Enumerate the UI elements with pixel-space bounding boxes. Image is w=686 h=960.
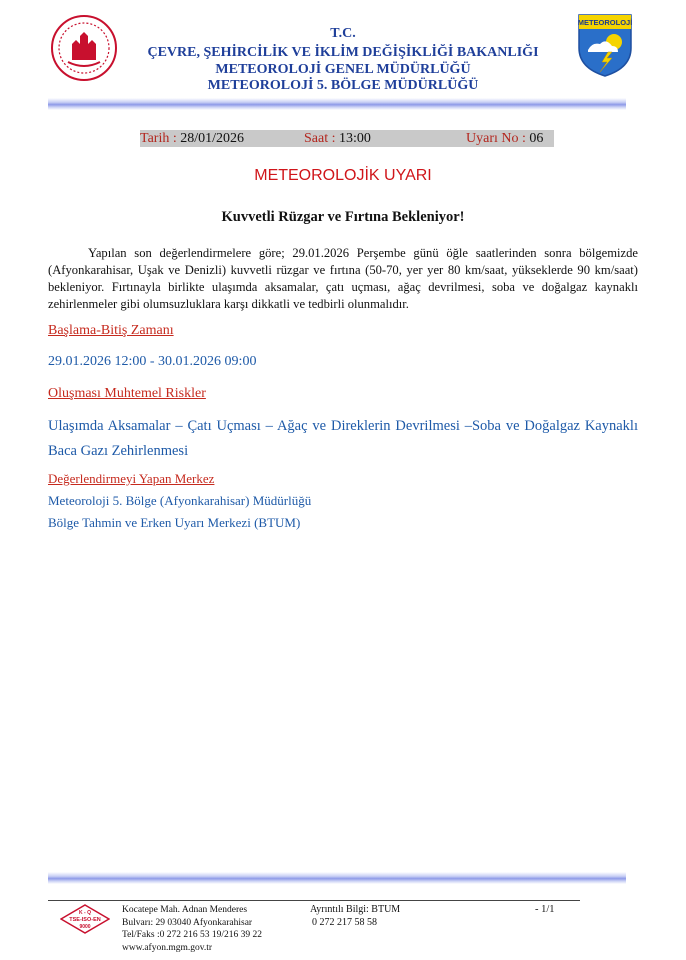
address-line-1: Kocatepe Mah. Adnan Menderes <box>122 905 248 915</box>
tse-line-3: 9000 <box>79 924 91 930</box>
document-title: METEOROLOJİK UYARI <box>254 167 432 184</box>
warning-field <box>466 130 543 147</box>
time-heading: Başlama-Bitiş Zamanı <box>48 323 174 338</box>
address-line-3: Tel/Faks :0 272 216 53 19/216 39 22 <box>122 930 262 940</box>
logo-text: METEOROLOJİ <box>577 18 633 27</box>
header-tc: T.C. <box>330 26 356 41</box>
header-ministry: ÇEVRE, ŞEHİRCİLİK VE İKLİM DEĞİŞİKLİĞİ BAKANLIĞI <box>147 45 539 60</box>
meteoroloji-logo <box>576 12 634 78</box>
header-directorate: METEOROLOJİ GENEL MÜDÜRLÜĞÜ <box>215 62 471 77</box>
body-paragraph: Yapılan son değerlendirmelere göre; 29.01.2026 Perşembe günü öğle saatlerinden sonra bölgemizde (Afyonkarahisar, Uşak ve Denizli) kuvvetli rüzgar ve fırtına (50-70, yer yer 80 km/saat, yükseklerde 90 km/saat) bekleniyor. Fırtınayla birlikte ulaşımda aksamalar, çatı uçması, ağaç devrilmesi, soba ve doğalgaz kaynaklı zehirlenmeler gibi olumsuzluklara karşı dikkatli ve tedbirli olunmalıdır. <box>48 246 638 311</box>
header-divider <box>48 98 626 110</box>
info-strip <box>140 130 554 147</box>
contact-line-1: Ayrıntılı Bilgi: BTUM <box>310 904 401 915</box>
center-line-1: Meteoroloji 5. Bölge (Afyonkarahisar) Müdürlüğü <box>48 493 312 508</box>
risk-heading: Oluşması Muhtemel Riskler <box>48 386 206 401</box>
time-label: Saat : <box>304 131 336 146</box>
risk-value: Ulaşımda Aksamalar – Çatı Uçması – Ağaç ve Direklerin Devrilmesi –Soba ve Doğalgaz Kaynaklı Baca Gazı Zehirlenmesi <box>48 418 638 459</box>
center-line-2: Bölge Tahmin ve Erken Uyarı Merkezi (BTUM) <box>48 515 301 530</box>
warning-value: 06 <box>529 131 544 146</box>
footer-address <box>122 904 262 954</box>
tse-logo <box>60 904 110 934</box>
document-subtitle: Kuvvetli Rüzgar ve Fırtına Bekleniyor! <box>221 209 465 225</box>
address-line-2: Bulvarı: 29 03040 Afyonkarahisar <box>122 917 253 928</box>
tse-line-2: TSE-ISO-EN <box>69 917 101 923</box>
center-heading: Değerlendirmeyi Yapan Merkez <box>48 471 215 486</box>
ministry-logo <box>50 14 118 82</box>
date-field <box>140 130 244 147</box>
time-field <box>304 130 371 147</box>
time-value: 29.01.2026 12:00 - 30.01.2026 09:00 <box>48 354 257 369</box>
address-line-4: www.afyon.mgm.gov.tr <box>122 942 213 953</box>
warning-label: Uyarı No : <box>466 131 526 146</box>
time-value: 13:00 <box>339 131 371 146</box>
contact-line-2: 0 272 217 58 58 <box>312 916 377 928</box>
page-number: - 1/1 <box>535 904 555 915</box>
date-label: Tarih : <box>140 131 177 146</box>
tse-line-1: K - Q <box>79 910 91 916</box>
footer-rule <box>48 900 580 901</box>
header-region: METEOROLOJİ 5. BÖLGE MÜDÜRLÜĞÜ <box>207 78 479 93</box>
footer-divider <box>48 872 626 884</box>
date-value: 28/01/2026 <box>180 131 245 146</box>
footer-contact <box>310 904 400 929</box>
